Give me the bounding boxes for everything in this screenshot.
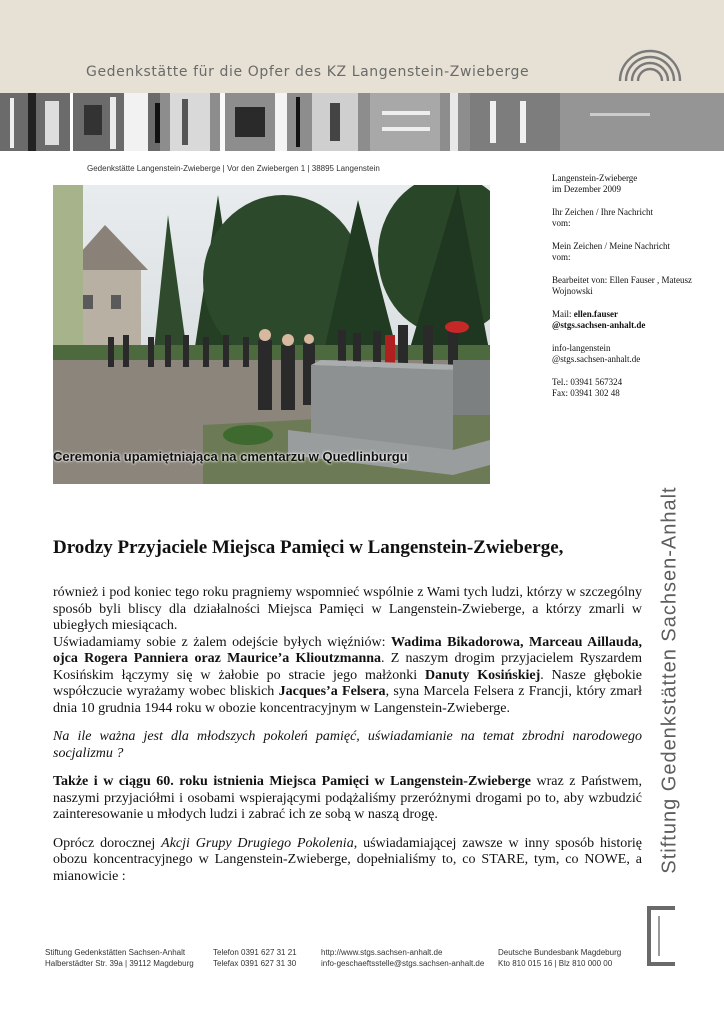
paragraph-actions: Oprócz dorocznej Akcji Grupy Drugiego Pokolenia, uświadamiającej zawsze w inny sposób historię obozu koncentracyjnego w Langenstein-Zwieberge, dopełnialiśmy to, co STARE, tym, co NOWE, a mianowicie :	[53, 835, 643, 884]
paragraph-anniversary: Także i w ciągu 60. roku istnienia Miejsca Pamięci w Langenstein-Zwieberge wraz z Państwem, naszymi przyjaciółmi i osobami wspierającymi podążaliśmy przeróżnymi drogami po to, aby wzbudzić zainteresowanie u młodych ludzi i zabrać ich ze sobą w naszą drogę.	[53, 774, 642, 822]
place: Langenstein-Zwieberge	[552, 173, 638, 183]
mail-label: Mail:	[552, 309, 574, 319]
my-reference-label: Mein Zeichen / Meine Nachricht	[552, 241, 670, 251]
date: im Dezember 2009	[552, 184, 621, 194]
letter-salutation: Drodzy Przyjaciele Miejsca Pamięci w Langenstein-Zwieberge,	[53, 537, 564, 558]
header-title: Gedenkstätte für die Opfer des KZ Langenstein-Zwieberge	[86, 64, 530, 80]
paragraph-condolences: Uświadamiamy sobie z żalem odejście byłych więźniów: Wadima Bikadorowa, Marceau Aillauda, ojca Rogera Panniera oraz Maurice’a Klioutzmanna. Z naszym drogim przyjacielem Ryszardem Kosińskim łączymy się w żałobie po stracie jego małżonki Danuty Kosińskiej. Nasze głębokie współczucie wyrażamy wobec bliskich Jacques’a Felsera, syna Marcela Felsera z Francji, który zmarł dnia 10 grudnia 1944 roku w obozie koncentracyjnym w Langenstein-Zwieberge.	[53, 634, 643, 716]
info-mail-part1[interactable]: info-langenstein	[552, 343, 611, 353]
edited-by-continued: Wojnowski	[552, 286, 593, 296]
brand-text: Stiftung Gedenkstätten Sachsen-Anhalt	[658, 486, 681, 874]
telephone: Tel.: 03941 567324	[552, 377, 623, 387]
edited-by: Bearbeitet von: Ellen Fauser , Mateusz	[552, 275, 692, 285]
fax: Fax: 03941 302 48	[552, 388, 620, 398]
ceremony-photo	[53, 185, 490, 484]
letter-info-sidebar	[552, 173, 712, 399]
mail-address-part1[interactable]: ellen.fauser	[573, 309, 618, 319]
paragraph-intro: również i pod koniec tego roku pragniemy wspomnieć wspólnie z Wami tych ludzi, którzy w szczególny sposób byli bliscy dla działalności Miejsca Pamięci w Langenstein-Zwieberge, a którzy zmarli w ubiegłych miesiącach.	[53, 585, 642, 633]
letter-body	[53, 585, 642, 885]
mail-address-part2[interactable]: @stgs.sachsen-anhalt.de	[552, 320, 646, 330]
your-reference-date: vom:	[552, 218, 571, 228]
decorative-photo-stripe	[0, 93, 724, 151]
paragraph-question: Na ile ważna jest dla młodszych pokoleń pamięć, uświadamianie na temat zbrodni narodowego socjalizmu ?	[53, 729, 642, 761]
arch-logo-icon	[617, 40, 683, 82]
vertical-brand-name	[648, 465, 692, 895]
my-reference-date: vom:	[552, 252, 571, 262]
footer-organisation: Stiftung Gedenkstätten Sachsen-Anhalt Halberstädter Str. 39a | 39112 Magdeburg	[45, 948, 194, 968]
your-reference-label: Ihr Zeichen / Ihre Nachricht	[552, 207, 653, 217]
info-mail-part2[interactable]: @stgs.sachsen-anhalt.de	[552, 354, 641, 364]
footer-bank: Deutsche Bundesbank Magdeburg Kto 810 015 16 | Blz 810 000 00	[498, 948, 622, 968]
sender-address-line: Gedenkstätte Langenstein-Zwieberge | Vor den Zwiebergen 1 | 38895 Langenstein	[87, 164, 380, 173]
photo-caption: Ceremonia upamiętniająca na cmentarzu w Quedlinburgu	[53, 449, 408, 464]
footer-web[interactable]: http://www.stgs.sachsen-anhalt.de info-geschaeftsstelle@stgs.sachsen-anhalt.de	[321, 948, 485, 968]
footer-phone: Telefon 0391 627 31 21 Telefax 0391 627 31 30	[213, 948, 297, 968]
letterhead-header	[0, 0, 724, 93]
bracket-logo-icon	[645, 906, 679, 966]
